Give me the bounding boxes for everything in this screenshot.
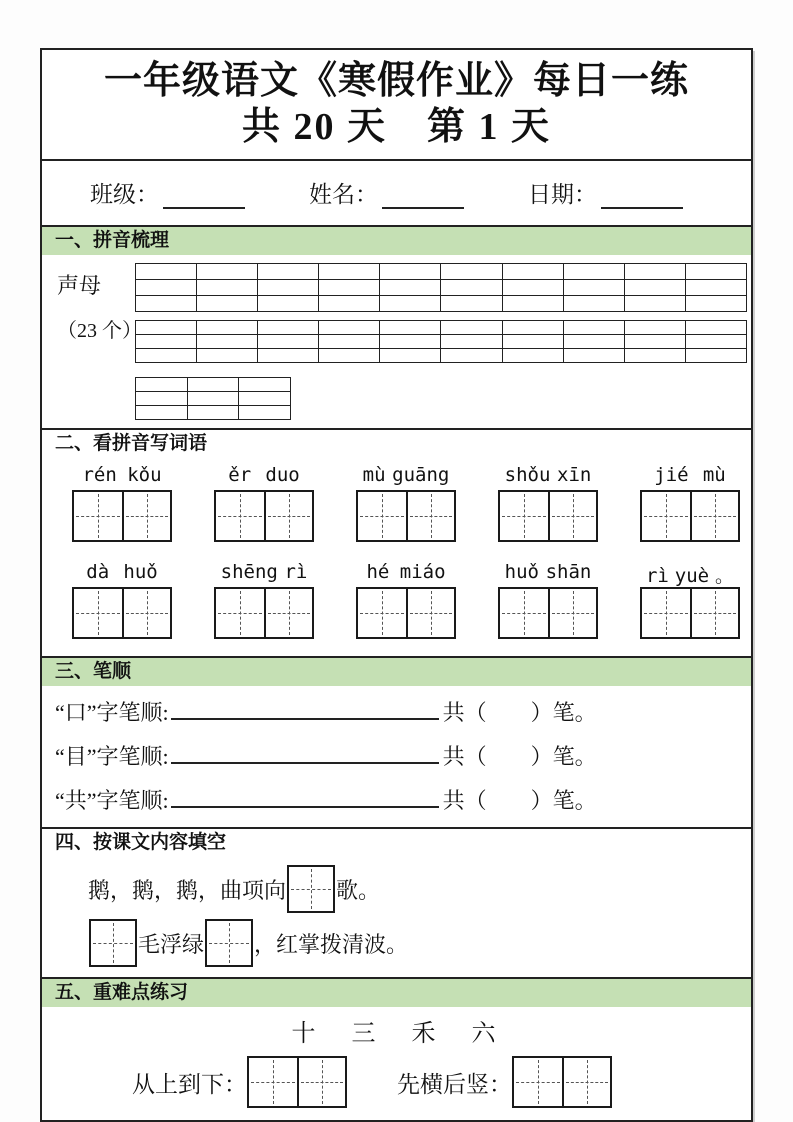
section-pinyin-review-title: 一、拼音梳理 xyxy=(55,230,170,252)
writing-box[interactable] xyxy=(358,492,406,540)
initials-grid-3[interactable] xyxy=(135,377,291,420)
pinyin-word-group xyxy=(640,464,740,545)
pinyin-word-group xyxy=(72,464,172,545)
section-key-practice-title: 五、重难点练习 xyxy=(55,982,189,1004)
writing-box[interactable] xyxy=(548,492,596,540)
writing-box[interactable] xyxy=(548,589,596,637)
pinyin-label: shǒu xīn xyxy=(504,464,592,487)
pinyin-word-group xyxy=(72,561,172,642)
writing-box-pair[interactable] xyxy=(214,490,314,542)
writing-box[interactable] xyxy=(264,589,312,637)
writing-box[interactable] xyxy=(74,589,122,637)
initials-row-label xyxy=(42,263,142,420)
pinyin-words-row-1 xyxy=(42,464,751,545)
date-label: 日期： xyxy=(528,182,597,208)
section-key-practice-body xyxy=(42,1007,751,1120)
pinyin-label: ěr duo xyxy=(228,464,300,487)
student-info-row xyxy=(42,161,751,225)
stroke-order-blank-line[interactable] xyxy=(171,698,439,720)
writing-box-pair[interactable] xyxy=(640,490,740,542)
fill-text-line-2 xyxy=(88,919,751,967)
stroke-order-line xyxy=(55,740,751,771)
writing-box[interactable] xyxy=(122,589,170,637)
writing-box[interactable] xyxy=(406,589,454,637)
name-label: 姓名： xyxy=(309,182,378,208)
writing-box[interactable] xyxy=(562,1058,610,1106)
verse-text: 歌。 xyxy=(336,877,381,903)
pinyin-word-group xyxy=(640,561,740,642)
writing-box[interactable] xyxy=(642,589,690,637)
fill-text-line-1 xyxy=(88,865,751,913)
verse-text: 毛浮绿 xyxy=(138,931,205,957)
pinyin-label: rén kǒu xyxy=(82,464,162,487)
stroke-order-blank-line[interactable] xyxy=(171,742,439,764)
writing-box[interactable] xyxy=(358,589,406,637)
pinyin-label: mù guāng xyxy=(362,464,450,487)
writing-box[interactable] xyxy=(216,492,264,540)
pinyin-label: dà huǒ xyxy=(86,561,158,584)
section-fill-text-body xyxy=(42,857,751,977)
writing-box-pair[interactable] xyxy=(214,587,314,639)
stroke-order-prompt: “目”字笔顺: xyxy=(55,744,169,770)
date-blank-line[interactable] xyxy=(601,185,683,209)
pinyin-words-row-2 xyxy=(42,561,751,642)
stroke-count-prompt: 共（ ）笔。 xyxy=(442,700,597,726)
writing-box[interactable] xyxy=(122,492,170,540)
section-stroke-order-title: 三、笔顺 xyxy=(55,661,132,683)
writing-box[interactable] xyxy=(74,492,122,540)
writing-box-pair[interactable] xyxy=(72,490,172,542)
pinyin-label: rì yuè 。 xyxy=(640,561,740,587)
page-subtitle: 共 20 天 第 1 天 xyxy=(241,105,551,148)
stroke-order-prompt: “共”字笔顺: xyxy=(55,788,169,814)
page-title: 一年级语文《寒假作业》每日一练 xyxy=(103,60,689,102)
pinyin-label: jié mù xyxy=(654,464,726,487)
section-write-words-title: 二、看拼音写词语 xyxy=(55,433,208,455)
pinyin-word-group xyxy=(356,561,456,642)
writing-box[interactable] xyxy=(216,589,264,637)
top-down-label: 从上到下： xyxy=(132,1071,247,1097)
period-mark: 。 xyxy=(715,566,735,588)
stroke-order-line xyxy=(55,784,751,815)
initials-grid-2[interactable] xyxy=(135,320,747,363)
writing-box-pair[interactable] xyxy=(512,1056,612,1108)
writing-box[interactable] xyxy=(264,492,312,540)
stroke-order-line xyxy=(55,696,751,727)
initials-grid-1[interactable] xyxy=(135,263,747,312)
writing-box[interactable] xyxy=(690,492,738,540)
pinyin-word-group xyxy=(498,464,598,545)
writing-box[interactable] xyxy=(297,1058,345,1106)
fill-in-box[interactable] xyxy=(89,919,137,967)
practice-characters: 十 三 禾 六 xyxy=(291,1021,502,1048)
writing-box[interactable] xyxy=(500,492,548,540)
verse-text: ，红掌拨清波。 xyxy=(254,931,409,957)
writing-box-pair[interactable] xyxy=(356,490,456,542)
stroke-count-prompt: 共（ ）笔。 xyxy=(442,788,597,814)
verse-text: 鹅，鹅，鹅，曲项向 xyxy=(88,877,287,903)
fill-in-box[interactable] xyxy=(205,919,253,967)
section-write-words-header xyxy=(42,428,751,458)
stroke-order-blank-line[interactable] xyxy=(171,786,439,808)
pinyin-word-group xyxy=(498,561,598,642)
stroke-order-prompt: “口”字笔顺: xyxy=(55,700,169,726)
section-fill-text-title: 四、按课文内容填空 xyxy=(55,832,227,854)
name-blank-line[interactable] xyxy=(382,185,464,209)
writing-box[interactable] xyxy=(500,589,548,637)
fill-in-box[interactable] xyxy=(287,865,335,913)
pinyin-word-group xyxy=(214,464,314,545)
writing-box[interactable] xyxy=(514,1058,562,1106)
class-blank-line[interactable] xyxy=(163,185,245,209)
initials-count-label: （23 个） xyxy=(57,320,142,343)
writing-box[interactable] xyxy=(249,1058,297,1106)
writing-box-pair[interactable] xyxy=(498,587,598,639)
section-pinyin-review-body xyxy=(42,255,751,428)
writing-box-pair[interactable] xyxy=(640,587,740,639)
section-fill-text-header xyxy=(42,827,751,857)
writing-box-pair[interactable] xyxy=(247,1056,347,1108)
pinyin-word-group xyxy=(356,464,456,545)
pinyin-label: hé miáo xyxy=(366,561,446,584)
horizontal-first-label: 先横后竖： xyxy=(397,1071,512,1097)
initials-label: 声母 xyxy=(57,273,102,299)
worksheet-page xyxy=(40,48,753,1122)
section-key-practice-header xyxy=(42,977,751,1007)
section-pinyin-review-header xyxy=(42,225,751,255)
stroke-count-prompt: 共（ ）笔。 xyxy=(442,744,597,770)
section-stroke-order-header xyxy=(42,656,751,686)
pinyin-label: shēng rì xyxy=(220,561,308,584)
class-label: 班级： xyxy=(90,182,159,208)
writing-box[interactable] xyxy=(406,492,454,540)
writing-box[interactable] xyxy=(690,589,738,637)
section-write-words-body xyxy=(42,464,751,642)
title-block xyxy=(42,50,751,161)
writing-box-pair[interactable] xyxy=(356,587,456,639)
section-stroke-order-body xyxy=(42,686,751,827)
pinyin-word-group xyxy=(214,561,314,642)
writing-box[interactable] xyxy=(642,492,690,540)
writing-box-pair[interactable] xyxy=(498,490,598,542)
key-practice-row xyxy=(132,1056,751,1108)
pinyin-label: huǒ shān xyxy=(504,561,592,584)
writing-box-pair[interactable] xyxy=(72,587,172,639)
